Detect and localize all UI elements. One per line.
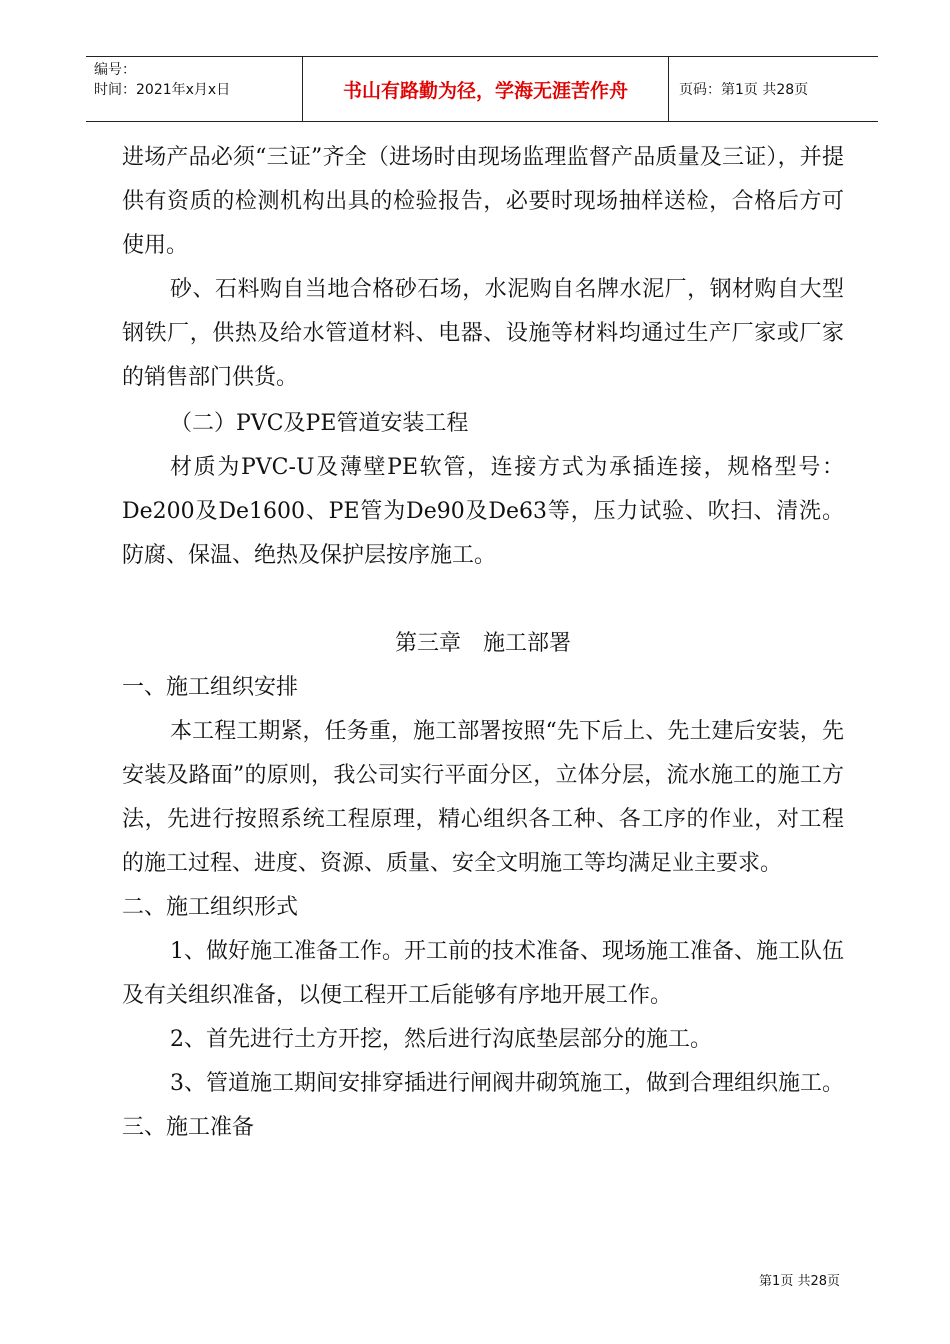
- section-heading: 三、施工准备: [122, 1115, 255, 1140]
- paragraph: 本工程工期紧，任务重，施工部署按照“先下后上、先土建后安装，先安装及路面”的原则，我公司实行平面分区，立体分层，流水施工的施工方法，先进行按照系统工程原理，精心组织各工种、各工序的作业，对工程的施工过程、进度、资源、质量、安全文明施工等均满足业主要求。: [122, 719, 844, 876]
- header-page-number: 页码：第1页 共28页: [679, 82, 809, 98]
- header-meta: [86, 57, 303, 121]
- chapter-title: 施工部署: [483, 631, 572, 656]
- list-item: 2、首先进行土方开挖，然后进行沟底垫层部分的施工。: [170, 1027, 712, 1052]
- document-number-label: 编号：: [94, 62, 136, 78]
- chapter-number: 第三章: [394, 631, 461, 656]
- page-footer: 第1页 共28页: [759, 1274, 840, 1289]
- chapter-heading: [122, 622, 844, 666]
- paragraph: 砂、石料购自当地合格砂石场，水泥购自名牌水泥厂，钢材购自大型钢铁厂，供热及给水管道材料、电器、设施等材料均通过生产厂家或厂家的销售部门供货。: [122, 277, 844, 390]
- subsection-heading: （二）PVC及PE管道安装工程: [170, 411, 469, 436]
- list-item: 1、做好施工准备工作。开工前的技术准备、现场施工准备、施工队伍及有关组织准备，以便工程开工后能够有序地开展工作。: [122, 939, 844, 1008]
- document-date: 时间：2021年x月x日: [94, 82, 231, 98]
- paragraph: 材质为PVC-U及薄壁PE软管，连接方式为承插连接，规格型号：De200及De1600、PE管为De90及De63等，压力试验、吹扫、清洗。防腐、保温、绝热及保护层按序施工。: [122, 455, 844, 568]
- header-motto: 书山有路勤为径，学海无涯苦作舟: [303, 57, 669, 121]
- list-item: 3、管道施工期间安排穿插进行闸阀井砌筑施工，做到合理组织施工。: [170, 1071, 844, 1096]
- section-heading: 二、施工组织形式: [122, 895, 299, 920]
- section-heading: 一、施工组织安排: [122, 675, 299, 700]
- page-header: [86, 56, 878, 122]
- paragraph: 进场产品必须“三证”齐全（进场时由现场监理监督产品质量及三证），并提供有资质的检测机构出具的检验报告，必要时现场抽样送检，合格后方可使用。: [122, 145, 844, 258]
- document-body: [122, 136, 844, 1150]
